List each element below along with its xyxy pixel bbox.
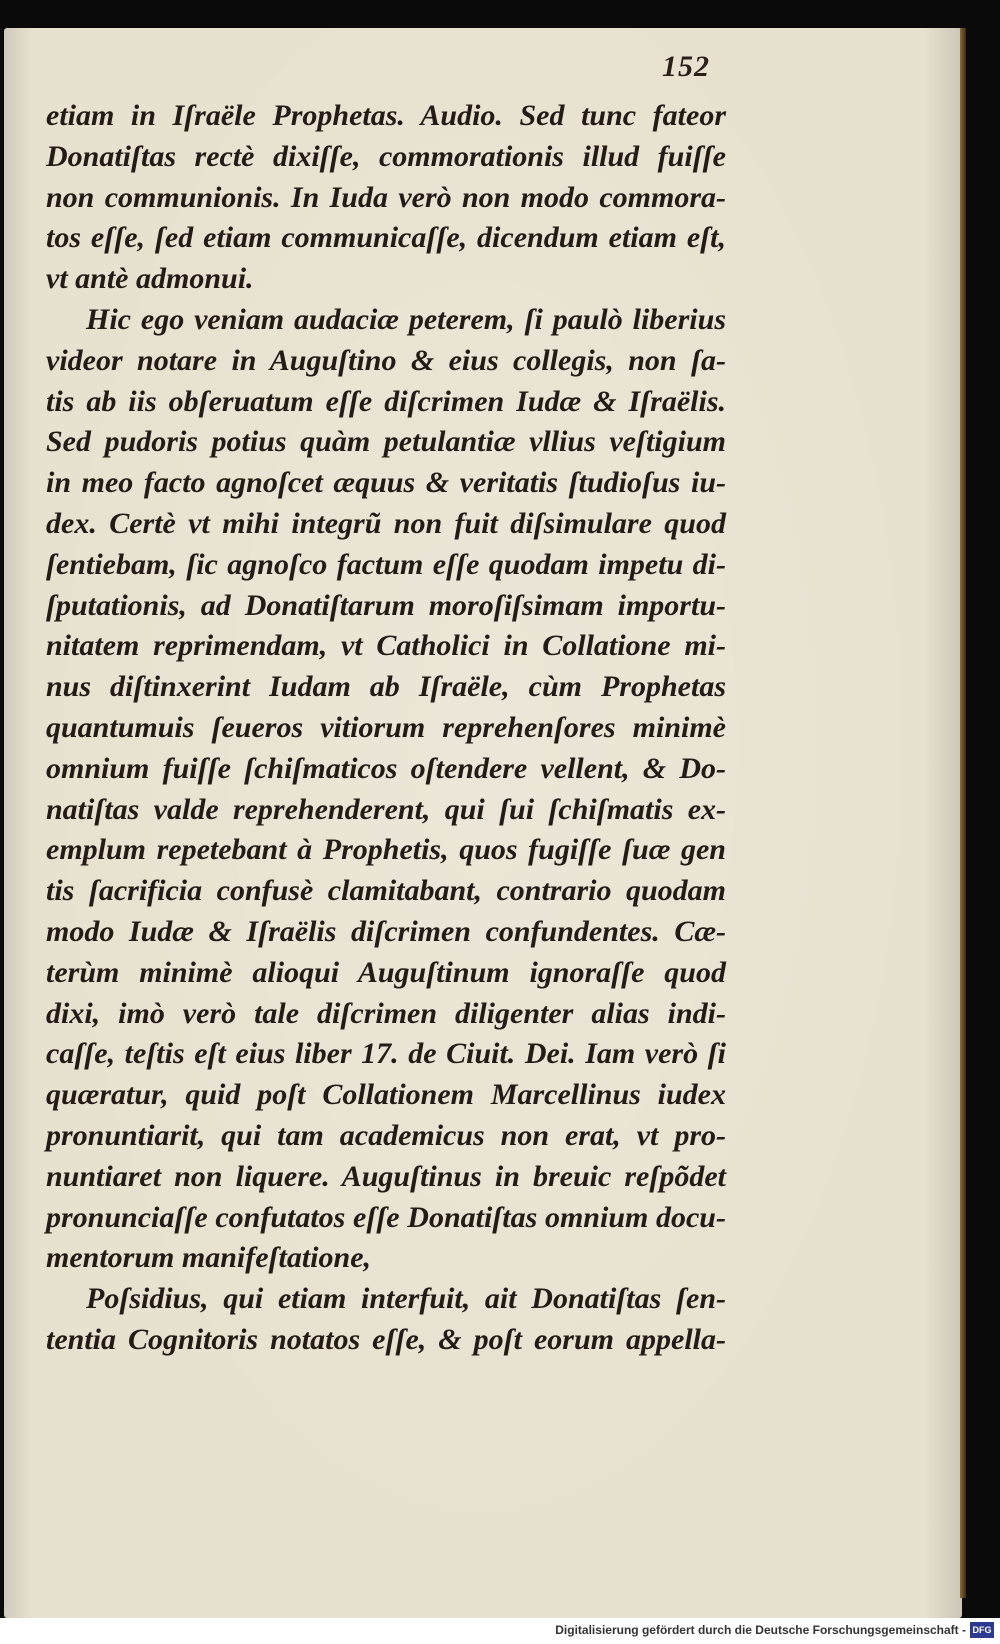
text-line: emplum repetebant à Prophetis, quos fugiſſe ſuæ gen	[46, 833, 726, 867]
page-number: 152	[662, 50, 710, 83]
text-line: natiſtas valde reprehenderent, qui ſui ſchiſmatis ex-	[46, 792, 726, 826]
text-line: quæratur, quid poſt Collationem Marcellinus iudex	[46, 1078, 726, 1112]
text-line: ſentiebam, ſic agnoſco factum eſſe quodam impetu di-	[46, 547, 726, 581]
text-line: Sed pudoris potius quàm petulantiæ vllius veſtigium	[46, 425, 726, 459]
paragraph-start-line: Hic ego veniam audaciæ peterem, ſi paulò liberius	[86, 302, 726, 336]
text-line: tis ſacrificia confusè clamitabant, contrario quodam	[46, 874, 726, 908]
text-line: tis ab iis obſeruatum eſſe diſcrimen Iudæ & Iſraëlis.	[46, 384, 726, 418]
text-line: dixi, imò verò tale diſcrimen diligenter alias indi-	[46, 996, 726, 1030]
text-line: nitatem reprimendam, vt Catholici in Collatione mi-	[46, 629, 726, 663]
page-edge	[960, 28, 966, 1598]
funding-credit: Digitalisierung gefördert durch die Deutsche Forschungsgemeinschaft -	[555, 1623, 966, 1637]
text-line: nuntiaret non liquere. Auguſtinus in breuic reſpõdet	[46, 1159, 726, 1193]
text-line: mentorum manifeſtatione,	[46, 1241, 372, 1275]
digitization-footer	[0, 1618, 1000, 1644]
text-line: non communionis. In Iuda verò non modo commora-	[46, 180, 726, 214]
text-line: videor notare in Auguſtino & eius collegis, non ſa-	[46, 343, 726, 377]
text-line: tos eſſe, ſed etiam communicaſſe, dicendum etiam eſt,	[46, 221, 726, 255]
dfg-logo: DFG	[970, 1622, 994, 1638]
text-line: vt antè admonui.	[46, 262, 254, 296]
text-line: nus diſtinxerint Iudam ab Iſraële, cùm Prophetas	[46, 670, 726, 704]
text-line: pronuntiarit, qui tam academicus non erat, vt pro-	[46, 1118, 726, 1152]
text-line: omnium fuiſſe ſchiſmaticos oſtendere vellent, & Do-	[46, 751, 726, 785]
text-line: quantumuis ſeueros vitiorum reprehenſores minimè	[46, 710, 726, 744]
text-line: in meo facto agnoſcet æquus & veritatis ſtudioſus iu-	[46, 466, 726, 500]
text-line: terùm minimè alioqui Auguſtinum ignoraſſe quod	[46, 955, 726, 989]
text-line: tentia Cognitoris notatos eſſe, & poſt eorum appella-	[46, 1322, 726, 1356]
text-line: ſputationis, ad Donatiſtarum moroſiſsimam importu-	[46, 588, 726, 622]
text-line: pronunciaſſe confutatos eſſe Donatiſtas omnium docu-	[46, 1200, 726, 1234]
text-line: modo Iudæ & Iſraëlis diſcrimen confundentes. Cæ-	[46, 914, 726, 948]
text-line: dex. Certè vt mihi integrũ non fuit diſsimulare quod	[46, 506, 726, 540]
body-text	[46, 96, 726, 1361]
text-line: caſſe, teſtis eſt eius liber 17. de Ciuit. Dei. Iam verò ſi	[46, 1037, 726, 1071]
text-line: Donatiſtas rectè dixiſſe, commorationis illud fuiſſe	[46, 139, 726, 173]
text-line: etiam in Iſraële Prophetas. Audio. Sed tunc fateor	[46, 99, 726, 132]
paragraph-start-line: Poſsidius, qui etiam interfuit, ait Donatiſtas ſen-	[86, 1282, 726, 1316]
